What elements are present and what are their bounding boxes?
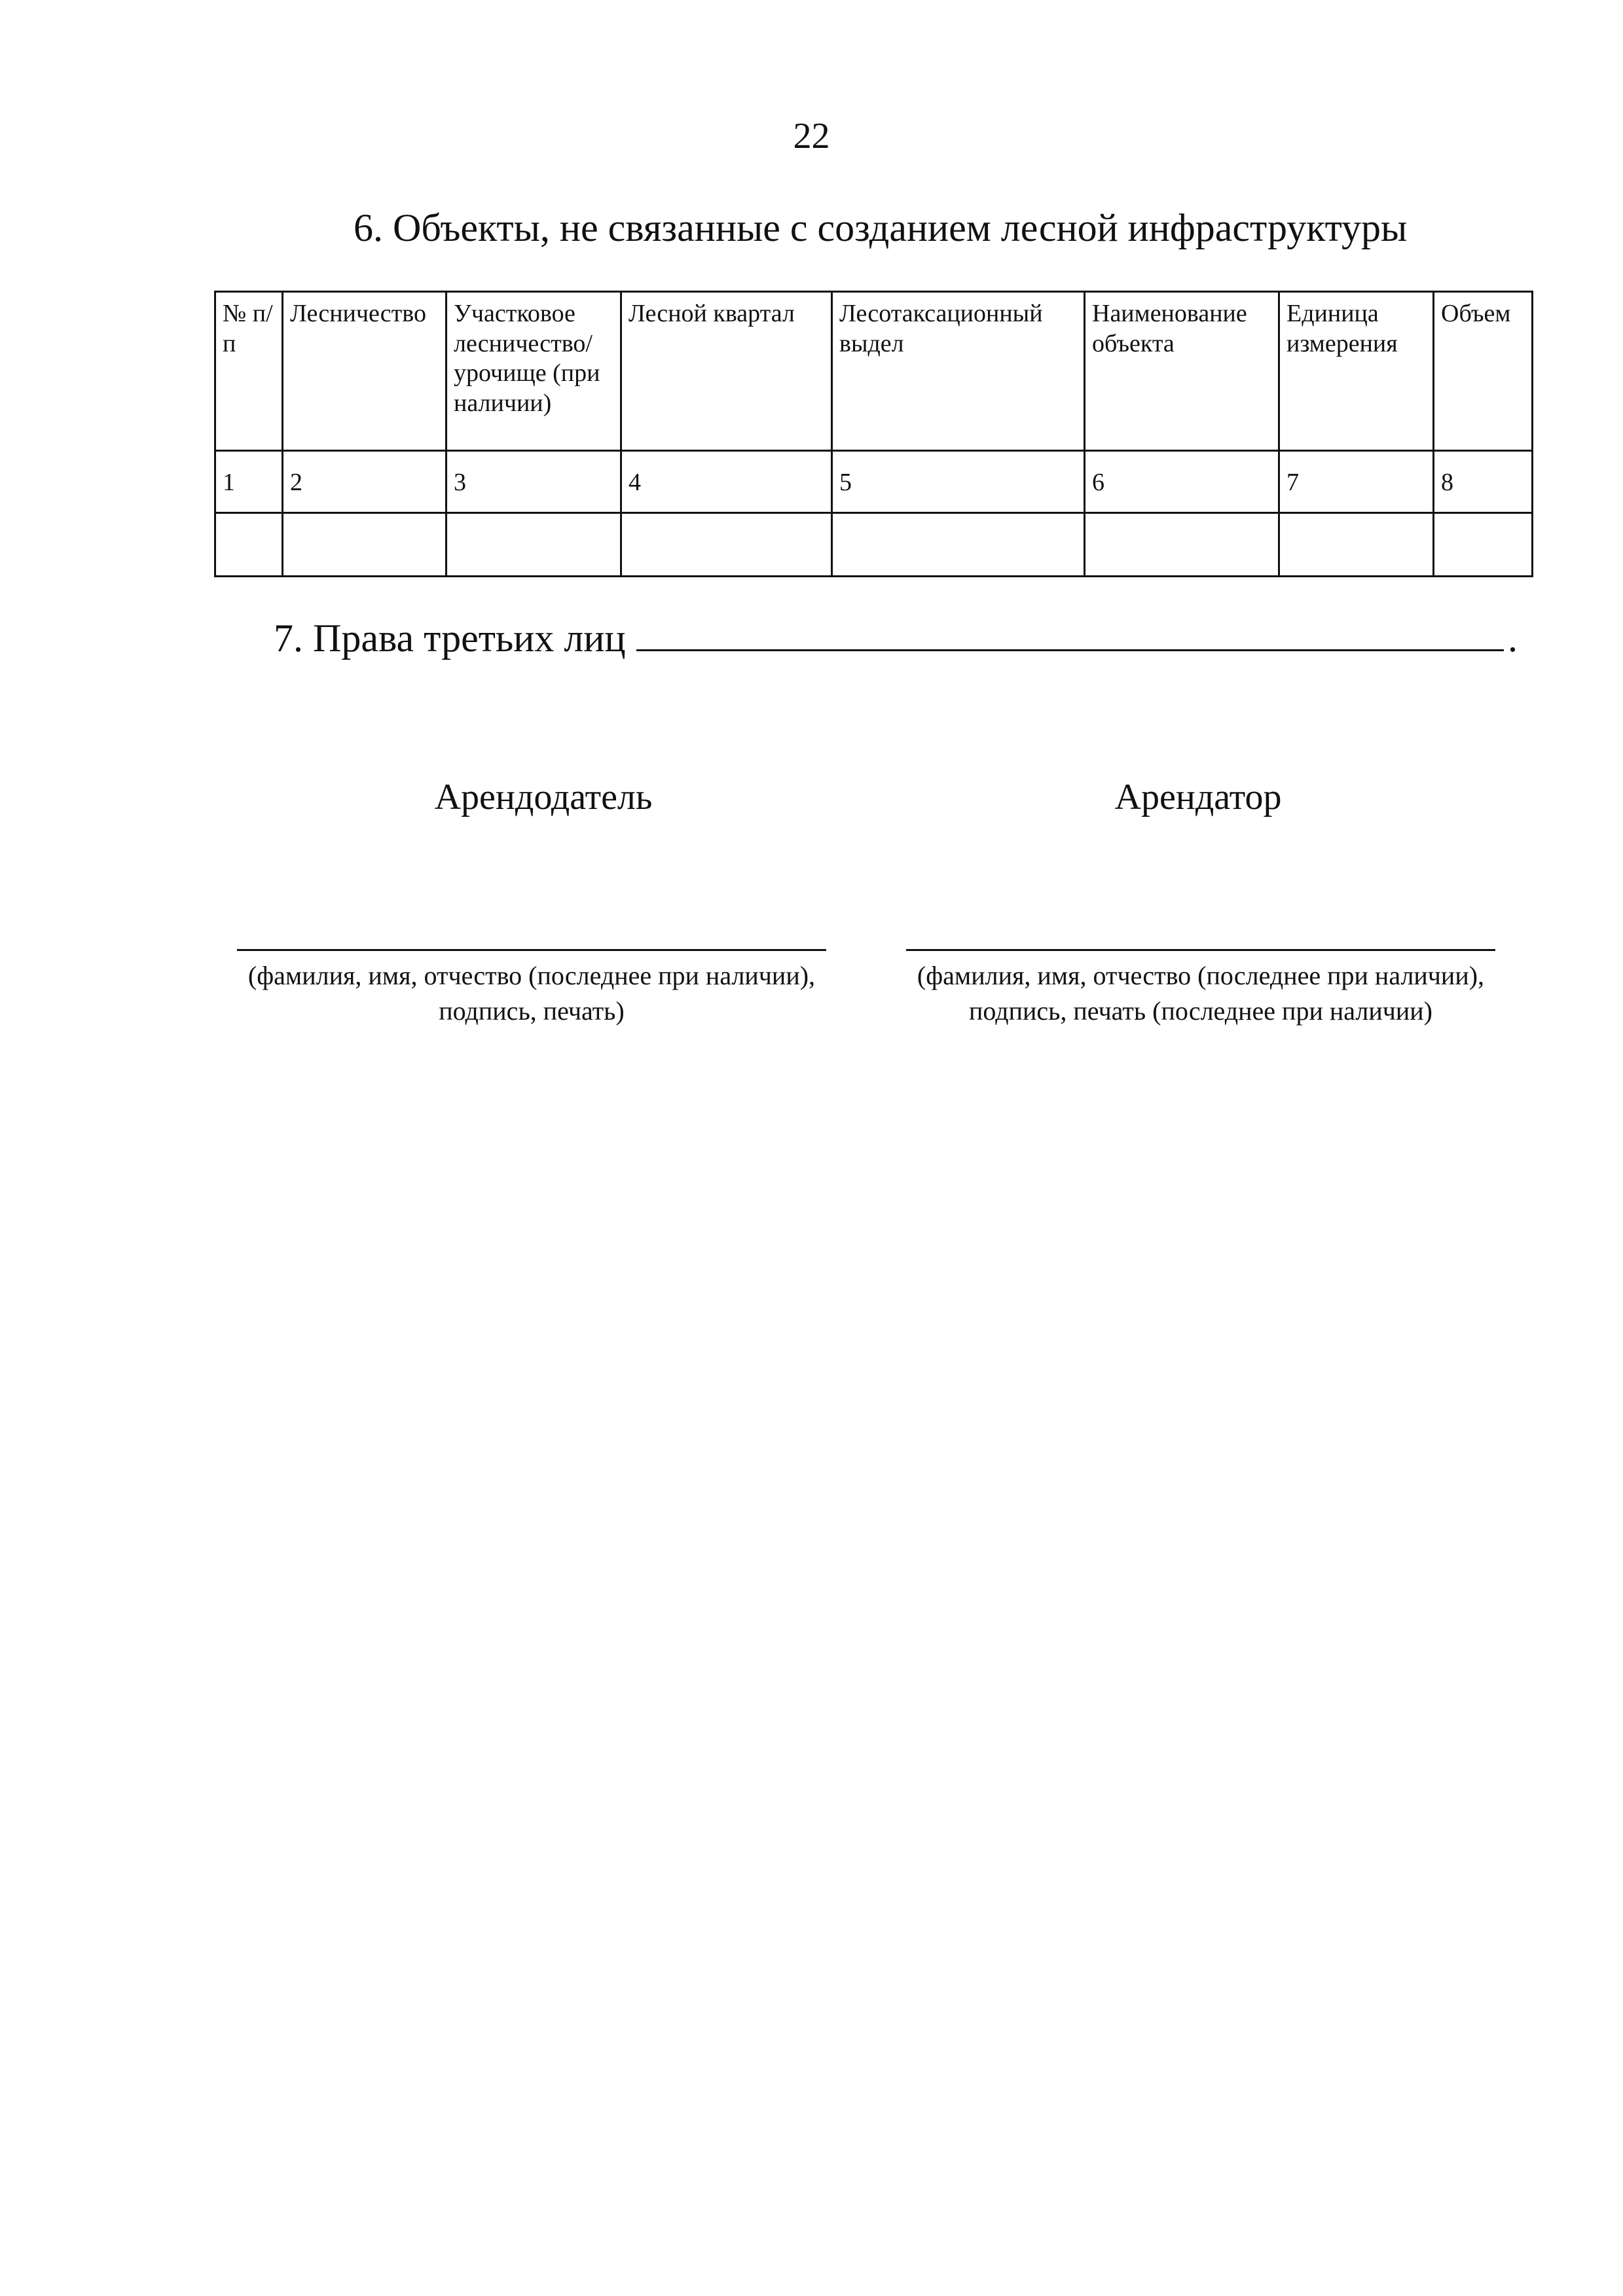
- column-number-cell: 7: [1279, 451, 1434, 513]
- page-number: 22: [793, 116, 830, 156]
- lessor-signature-caption: [204, 958, 859, 1029]
- header-cell-volume: Объем: [1434, 292, 1533, 451]
- header-cell-unit: Единица измерения: [1279, 292, 1434, 451]
- lessee-caption-line-2: подпись, печать (последнее при наличии): [968, 996, 1432, 1026]
- third-party-rights-label: 7. Права третьих лиц: [274, 617, 626, 660]
- header-cell-object-name: Наименование объекта: [1085, 292, 1279, 451]
- table-cell: [621, 513, 832, 577]
- lessor-caption-line-1: (фамилия, имя, отчество (последнее при наличии),: [247, 961, 816, 990]
- header-cell-forestry: Лесничество: [283, 292, 447, 451]
- section-6-title: 6. Объекты, не связанные с созданием лесной инфраструктуры: [354, 206, 1408, 249]
- table-cell: [447, 513, 621, 577]
- column-number-cell: 1: [215, 451, 283, 513]
- column-number-cell: 4: [621, 451, 832, 513]
- lessee-title: Арендатор: [1114, 777, 1282, 817]
- column-number-row: [215, 451, 1533, 513]
- lessee-caption-line-1: (фамилия, имя, отчество (последнее при наличии),: [917, 961, 1485, 990]
- header-cell-number: № п/п: [215, 292, 283, 451]
- table-cell: [1085, 513, 1279, 577]
- lessor-caption-line-2: подпись, печать): [439, 996, 625, 1026]
- table-cell: [283, 513, 447, 577]
- lessor-signature-line: [237, 949, 826, 951]
- objects-table: [214, 291, 1533, 577]
- third-party-rights: [274, 617, 1518, 658]
- table-row: [215, 513, 1533, 577]
- header-cell-district-forestry: Участковое лесничество/ урочище (при наличии): [447, 292, 621, 451]
- column-number-cell: 2: [283, 451, 447, 513]
- third-party-rights-period: .: [1508, 617, 1518, 660]
- column-number-cell: 5: [832, 451, 1085, 513]
- column-number-cell: 3: [447, 451, 621, 513]
- table-cell: [1434, 513, 1533, 577]
- header-cell-taxation-unit: Лесотаксационный выдел: [832, 292, 1085, 451]
- column-number-cell: 6: [1085, 451, 1279, 513]
- third-party-rights-blank-line: [636, 617, 1504, 651]
- header-cell-forest-quarter: Лесной квартал: [621, 292, 832, 451]
- lessor-title: Арендодатель: [434, 777, 653, 817]
- table-cell: [832, 513, 1085, 577]
- table-cell: [215, 513, 283, 577]
- table-cell: [1279, 513, 1434, 577]
- table-header-row: [215, 292, 1533, 451]
- lessee-signature-line: [906, 949, 1495, 951]
- column-number-cell: 8: [1434, 451, 1533, 513]
- lessee-signature-caption: [873, 958, 1528, 1029]
